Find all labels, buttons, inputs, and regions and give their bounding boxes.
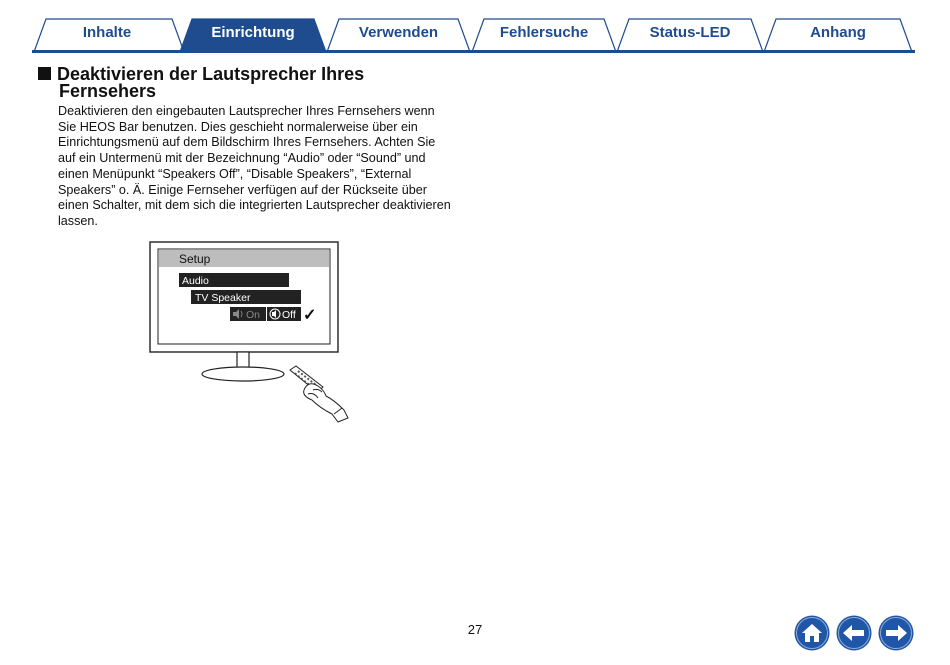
tab-einrichtung[interactable]: Einrichtung — [211, 24, 295, 41]
hand-icon — [304, 384, 348, 422]
body-line: Sie HEOS Bar benutzen. Dies geschieht normalerweise über ein — [58, 119, 418, 134]
heading-line-1: Deaktivieren der Lautsprecher Ihres — [57, 64, 365, 84]
tab-fehlersuche[interactable]: Fehlersuche — [499, 24, 589, 41]
body-line: Einrichtungsmenü auf dem Bildschirm Ihres Fernsehers. Achten Sie — [58, 135, 436, 150]
tv-speaker-item-label: TV Speaker — [195, 292, 251, 304]
body-line: einen Schalter, mit dem sich die integrierten Lautsprecher deaktivieren — [58, 198, 451, 213]
tab-bar — [0, 0, 950, 56]
body-line: auf ein Untermenü mit der Bezeichnung “Audio” oder “Sound” und — [58, 151, 426, 166]
tab-status-led[interactable]: Status-LED — [649, 24, 731, 41]
home-button[interactable] — [794, 615, 830, 651]
checkmark-icon: ✓ — [303, 307, 317, 324]
option-on-label: On — [246, 309, 261, 321]
heading-line-2: Fernsehers — [59, 81, 157, 101]
tab-anhang[interactable]: Anhang — [810, 24, 866, 41]
page-number: 27 — [467, 622, 483, 637]
arrow-left-icon — [836, 615, 872, 651]
body-paragraph — [58, 104, 468, 230]
tab-inhalte[interactable]: Inhalte — [82, 24, 132, 41]
home-icon — [794, 615, 830, 651]
tab-baseline — [32, 50, 915, 53]
tab-verwenden[interactable]: Verwenden — [358, 24, 439, 41]
body-line: Speakers” o. Ä. Einige Fernseher verfügen auf der Rückseite über — [58, 182, 427, 197]
body-line: Deaktivieren den eingebauten Lautsprecher Ihres Fernsehers wenn — [58, 104, 435, 118]
section-heading — [38, 66, 478, 100]
arrow-right-icon — [878, 615, 914, 651]
tv-illustration — [148, 240, 353, 425]
body-line: lassen. — [58, 213, 98, 228]
heading-square-icon — [38, 67, 51, 80]
forward-button[interactable] — [878, 615, 914, 651]
body-line: einen Menüpunkt “Speakers Off”, “Disable Speakers”, “External — [58, 166, 412, 181]
setup-header-label: Setup — [179, 252, 211, 266]
option-off-label: Off — [282, 309, 296, 321]
audio-item-label: Audio — [182, 275, 209, 287]
tv-base — [202, 367, 284, 381]
tv-drawing — [148, 240, 353, 425]
back-button[interactable] — [836, 615, 872, 651]
